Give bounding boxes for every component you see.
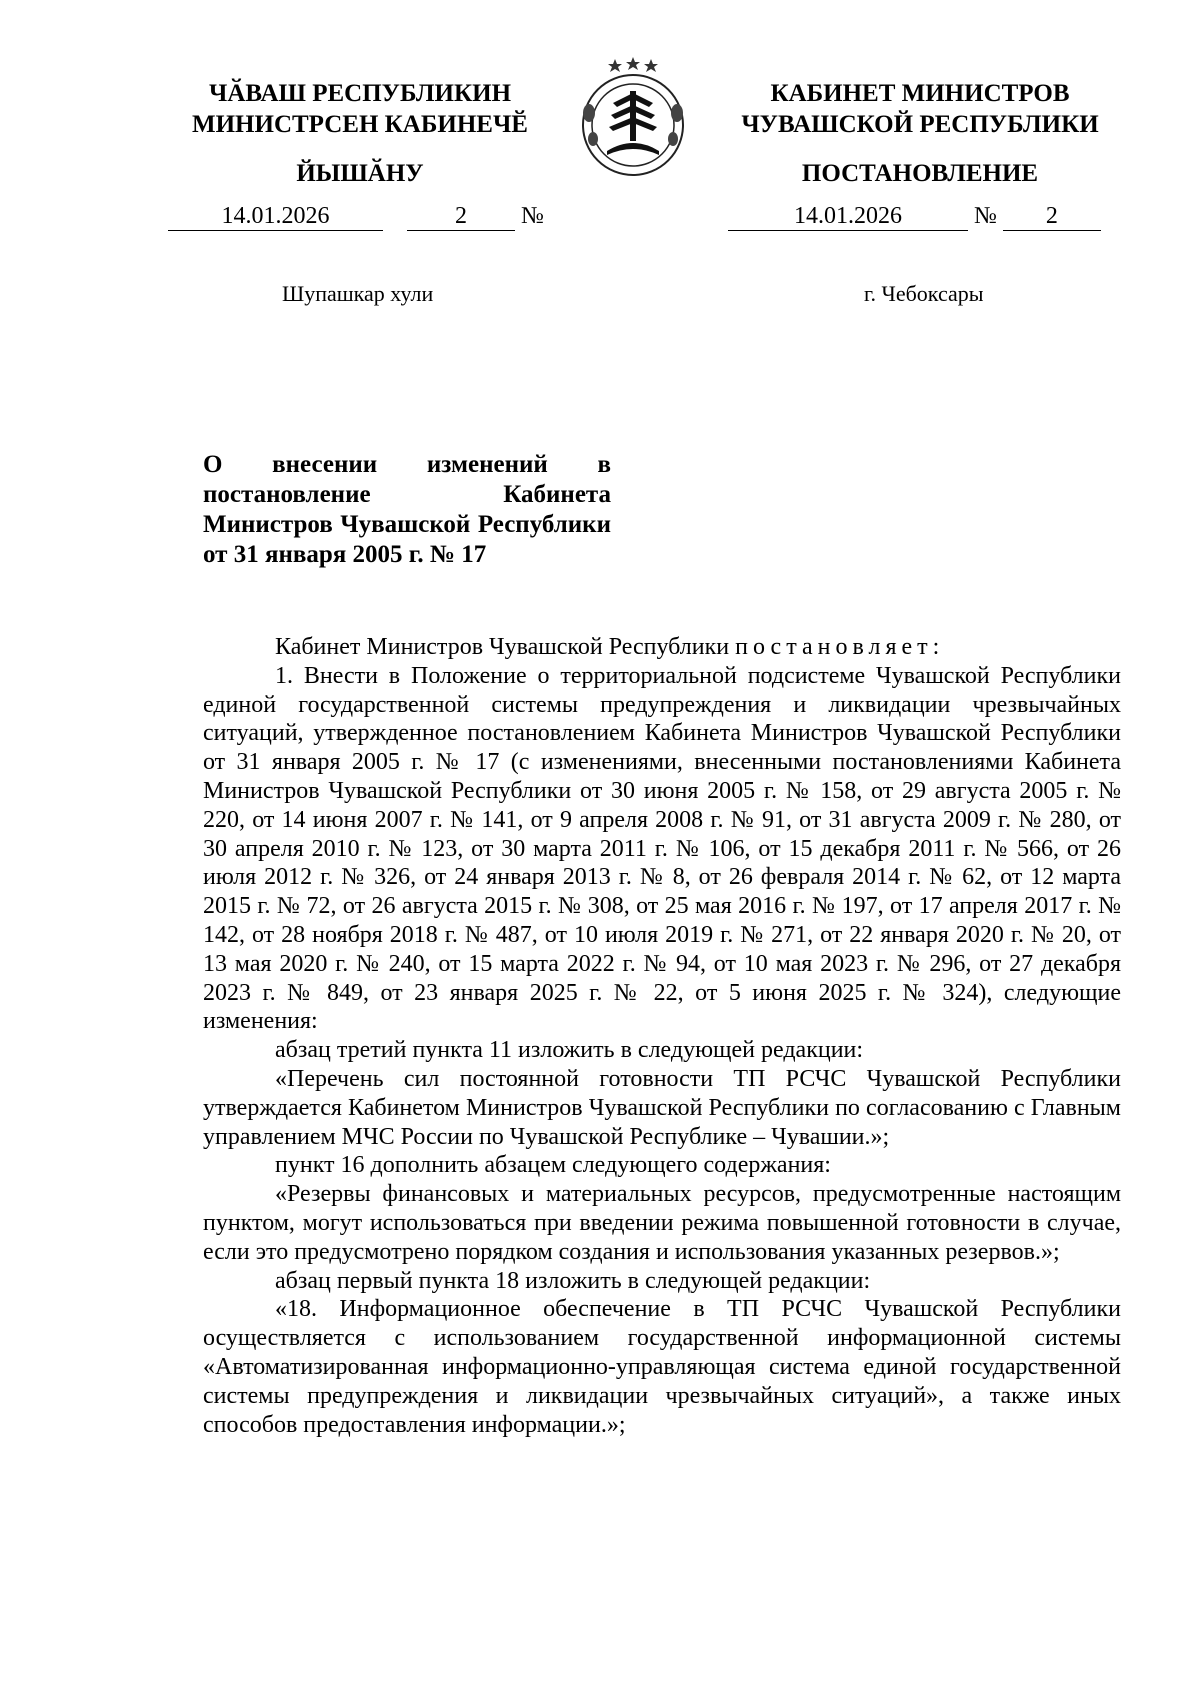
org-name-chuvash <box>160 78 560 140</box>
date-number-left <box>168 203 544 231</box>
body-paragraph: «Перечень сил постоянной готовности ТП РСЧС Чувашской Республики утверждается Кабинетом Министров Чувашской Республики по согласованию с Главным управлением МЧС России по Чувашской Республике – Чувашии.»; <box>203 1065 1121 1150</box>
document-title: О внесении изменений в постановление Кабинета Министров Чувашской Республики от 31 января 2005 г. № 17 <box>203 451 611 568</box>
chuvash-republic-emblem-icon <box>567 55 699 183</box>
number-left: 2 <box>407 203 515 231</box>
intro-prefix: Кабинет Министров Чувашской Республики <box>275 634 730 660</box>
body-paragraph: абзац первый пункта 18 изложить в следующей редакции: <box>275 1267 871 1294</box>
body-paragraph: «18. Информационное обеспечение в ТП РСЧС Чувашской Республики осуществляется с использованием государственной информационной системы «Автоматизированная информационно-управляющая система единой государственной системы предупреждения и ликвидации чрезвычайных ситуаций», а также иных способов предоставления информации.»; <box>203 1296 1121 1438</box>
place-chuvash: Шупашкар хули <box>282 281 434 306</box>
org-name-chuvash-line2: МИНИСТРСЕН КАБИНЕЧӖ <box>192 111 528 138</box>
body-intro <box>203 633 1121 662</box>
number-sign-left: № <box>521 203 544 229</box>
body-paragraph: 1. Внести в Положение о территориальной подсистеме Чувашской Республики единой государственной системы предупреждения и ликвидации чрезвычайных ситуаций, утвержденное постановлением Кабинета Министров Чувашской Республики от 31 января 2005 г. № 17 (с изменениями, внесенными постановлениями Кабинета Министров Чувашской Республики от 30 июня 2005 г. № 158, от 29 августа 2005 г. № 220, от 14 июня 2007 г. № 141, от 9 апреля 2008 г. № 91, от 31 августа 2009 г. № 280, от 30 апреля 2010 г. № 123, от 30 марта 2011 г. № 106, от 15 декабря 2011 г. № 566, от 26 июля 2012 г. № 326, от 24 января 2013 г. № 8, от 26 февраля 2014 г. № 62, от 12 марта 2015 г. № 72, от 26 августа 2015 г. № 308, от 25 мая 2016 г. № 197, от 17 апреля 2017 г. № 142, от 28 ноября 2018 г. № 487, от 10 июля 2019 г. № 271, от 22 января 2020 г. № 20, от 13 мая 2020 г. № 240, от 15 марта 2022 г. № 94, от 10 мая 2023 г. № 296, от 27 декабря 2023 г. № 849, от 23 января 2025 г. № 22, от 5 июня 2025 г. № 324), следующие изменения: <box>203 662 1121 1035</box>
body-paragraph: «Резервы финансовых и материальных ресурсов, предусмотренные настоящим пунктом, могут использоваться при введении режима повышенной готовности в случае, если это предусмотрено порядком создания и использования указанных резервов.»; <box>203 1181 1121 1265</box>
date-right: 14.01.2026 <box>728 203 968 231</box>
intro-decree: постановляет: <box>735 634 945 660</box>
org-name-russian <box>720 78 1120 140</box>
number-sign-right: № <box>974 203 997 229</box>
number-right: 2 <box>1003 203 1101 231</box>
place-russian: г. Чебоксары <box>864 281 984 306</box>
body-paragraph: пункт 16 дополнить абзацем следующего содержания: <box>275 1152 831 1179</box>
body-paragraph: абзац третий пункта 11 изложить в следующей редакции: <box>275 1037 864 1064</box>
doc-type-chuvash: ЙЫШӐНУ <box>296 160 424 187</box>
document-body <box>203 633 1121 1439</box>
org-name-chuvash-line1: ЧӐВАШ РЕСПУБЛИКИН <box>208 80 512 107</box>
date-number-right <box>728 203 1101 231</box>
org-name-russian-line1: КАБИНЕТ МИНИСТРОВ <box>770 80 1070 107</box>
date-left: 14.01.2026 <box>168 203 383 231</box>
org-name-russian-line2: ЧУВАШСКОЙ РЕСПУБЛИКИ <box>741 111 1099 138</box>
doc-type-russian: ПОСТАНОВЛЕНИЕ <box>801 160 1039 187</box>
